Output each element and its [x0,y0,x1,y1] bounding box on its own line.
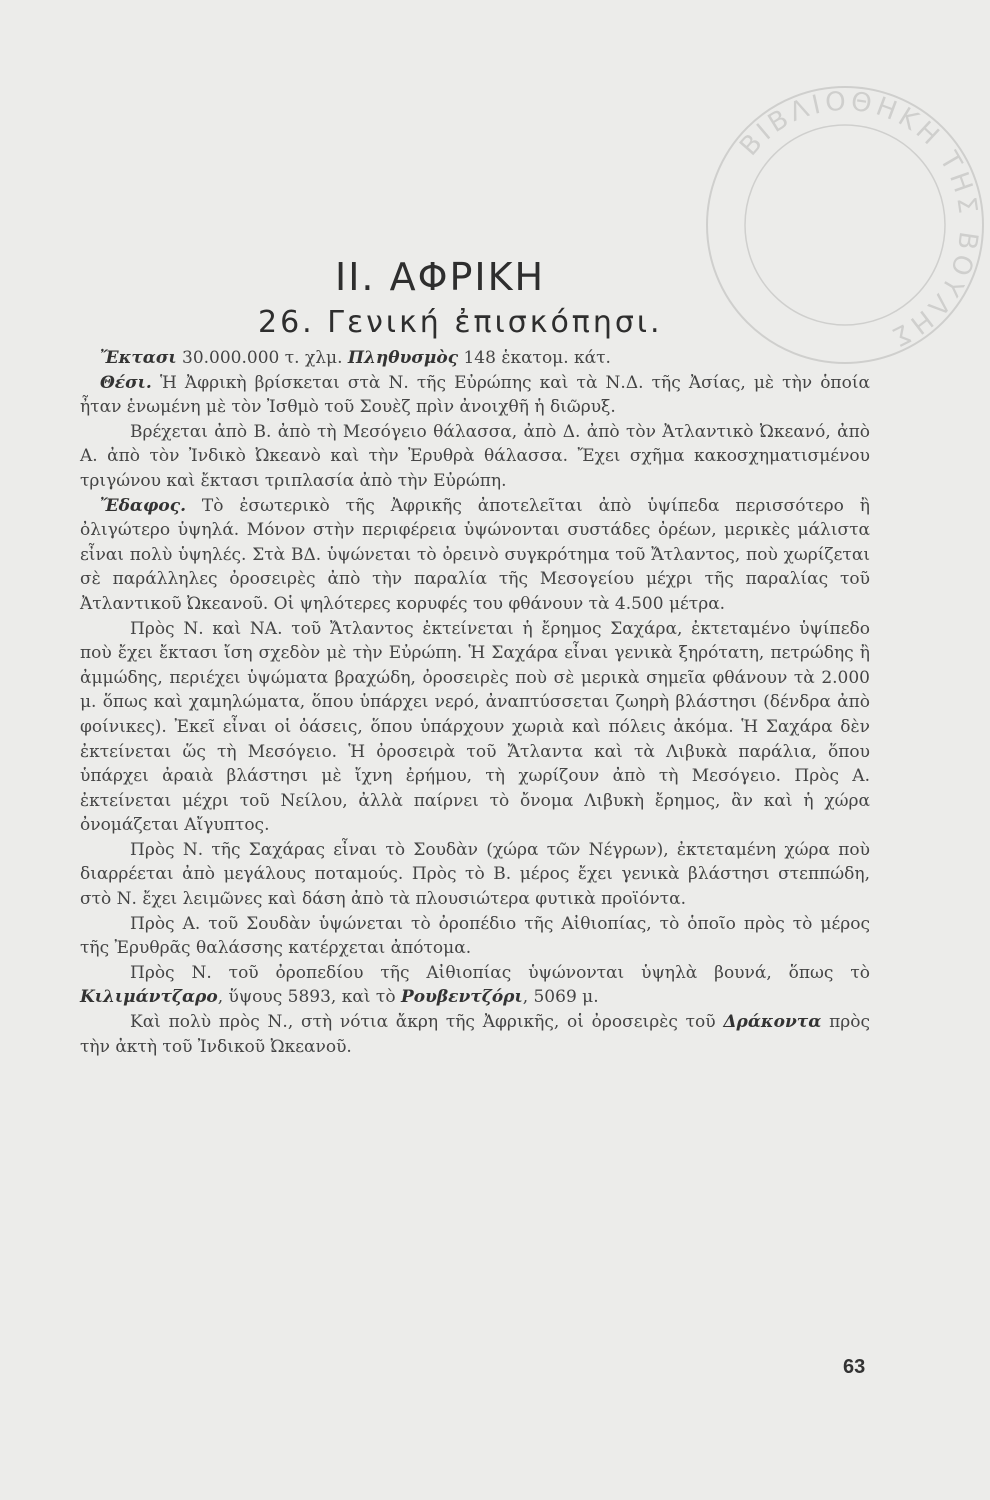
drakensberg-text: Καὶ πολὺ πρὸς Ν., στὴ νότια ἄκρη τῆς Ἀφρικῆς, οἱ ὀροσειρὲς τοῦ [130,1012,724,1033]
term-terrain: Ἔδαφος. [100,495,186,516]
page-number: 63 [843,1356,866,1378]
library-stamp [700,80,990,370]
paragraph-terrain [80,494,870,617]
position-text: Ἡ Ἀφρικὴ βρίσκεται στὰ Ν. τῆς Εὐρώπης καὶ τὰ Ν.Δ. τῆς Ἀσίας, μὲ τὴν ὁποία ἦταν ἑνωμένη μὲ τὸν Ἰσθμὸ τοῦ Σουὲζ πρὶν ἀνοιχθῆ ἡ διῶρυξ. [80,372,870,418]
stamp-inner-ring [745,125,945,325]
ethiopia-text: Πρὸς Α. τοῦ Σουδὰν ὑψώνεται τὸ ὀροπέδιο τῆς Αἰθιοπίας, τὸ ὁποῖο πρὸς τὸ μέρος τῆς Ἐρυθρᾶς θαλάσσης κατέρχεται ἀπότομα. [80,913,870,959]
population-value: 148 ἑκατομ. κάτ. [458,348,611,368]
paragraph-ethiopia [80,912,870,961]
borders-text: Βρέχεται ἀπὸ Β. ἀπὸ τὴ Μεσόγειο θάλασσα, ἀπὸ Δ. ἀπὸ τὸν Ἀτλαντικὸ Ὠκεανό, ἀπὸ Α. ἀπὸ τὸν Ἰνδικὸ Ὠκεανὸ καὶ τὴν Ἐρυθρὰ θάλασσα. Ἔχει σχῆμα κακοσχηματισμένου τριγώνου καὶ ἔκτασι τριπλασία ἀπὸ τὴν Εὐρώπη. [80,421,870,491]
sahara-text: Πρὸς Ν. καὶ ΝΑ. τοῦ Ἄτλαντος ἐκτείνεται ἡ ἔρημος Σαχάρα, ἐκτεταμένο ὑψίπεδο ποὺ ἔχει ἔκτασι ἴση σχεδὸν μὲ τὴν Εὐρώπη. Ἡ Σαχάρα εἶναι γενικὰ ξηρότατη, πετρώδης ἢ ἀμμώδης, περιέχει ὑψώματα βραχώδη, ὀροσειρὲς ποὺ σὲ μερικὰ σημεῖα φθάνουν τὰ 2.000 μ. ὅπως καὶ χαμηλώματα, ὅπου ὑπάρχει νερό, ἀναπτύσσεται ζωηρὴ βλάστησι (δένδρα ἀπὸ φοίνικες). Ἐκεῖ εἶναι οἱ ὀάσεις, ὅπου ὑπάρχουν χωριὰ καὶ πόλεις ἀκόμα. Ἡ Σαχάρα δὲν ἐκτείνεται ὥς τὴ Μεσόγειο. Ἡ ὀροσειρὰ τοῦ Ἄτλαντα καὶ τὰ Λιβυκὰ παράλια, ὅπου ὑπάρχει ἀραιὰ βλάστησι μὲ ἴχνη ἐρήμου, τὴ χωρίζουν ἀπὸ τὴ Μεσόγειο. Πρὸς Α. ἐκτείνεται μέχρι τοῦ Νείλου, ἀλλὰ παίρνει τὸ ὄνομα Λιβυκὴ ἔρημος, ἂν καὶ ἡ χώρα ὀνομάζεται Αἴγυπτος. [80,618,870,836]
term-drakensberg: Δράκοντα [723,1012,822,1033]
term-area: Ἔκτασι [100,348,177,368]
mountains-text-3: , 5069 μ. [522,987,599,1008]
body-text [80,346,870,1059]
term-ruwenzori: Ρουβεντζόρι [400,987,523,1008]
paragraph-mountains [80,961,870,1010]
area-value: 30.000.000 τ. χλμ. [176,348,348,368]
section-title: 26. Γενική ἐπισκόπησι. [258,305,663,340]
paragraph-borders [80,420,870,494]
term-population: Πληθυσμὸς [347,348,459,368]
terrain-text: Τὸ ἐσωτερικὸ τῆς Ἀφρικῆς ἀποτελεῖται ἀπὸ ὑψίπεδα περισσότερο ἢ ὀλιγώτερο ὑψηλά. Μόνον στὴν περιφέρεια ὑψώνονται συστάδες ὀρέων, μερικὲς μάλιστα εἶναι πολὺ ὑψηλές. Στὰ ΒΔ. ὑψώνεται τὸ ὀρεινὸ συγκρότημα τοῦ Ἄτλαντος, ποὺ χωρίζεται σὲ παράλληλες ὀροσειρὲς ἀπὸ τὴν παραλία τῆς Μεσογείου μέχρι τῆς παραλίας τοῦ Ἀτλαντικοῦ Ὠκεανοῦ. Οἱ ψηλότερες κορυφές του φθάνουν τὰ 4.500 μέτρα. [80,495,870,614]
chapter-title: II. ΑΦΡΙΚΗ [335,255,546,299]
paragraph-area [80,346,870,371]
paragraph-position [80,371,870,420]
paragraph-drakensberg [80,1010,870,1059]
paragraph-sudan [80,838,870,912]
stamp-text: ΒΙΒΛΙΟΘΗΚΗ ΤΗΣ ΒΟΥΛΗΣ [734,86,984,354]
term-kilimanjaro: Κιλιμάντζαρο [80,987,218,1008]
term-position: Θέσι. [100,372,152,393]
mountains-text-2: , ὕψους 5893, καὶ τὸ [217,987,401,1008]
sudan-text: Πρὸς Ν. τῆς Σαχάρας εἶναι τὸ Σουδὰν (χώρα τῶν Νέγρων), ἐκτεταμένη χώρα ποὺ διαρρέεται ἀπὸ μεγάλους ποταμούς. Πρὸς τὸ Β. μέρος ἔχει γενικὰ βλάστησι στεππώδη, στὸ Ν. ἔχει λειμῶνες καὶ δάση ἀπὸ τὰ πλουσιώτερα φυτικὰ προϊόντα. [80,839,870,910]
drakensberg-text-2: πρὸς τὴν ἀκτὴ τοῦ Ἰνδικοῦ Ὠκεανοῦ. [80,1012,871,1057]
mountains-text: Πρὸς Ν. τοῦ ὀροπεδίου τῆς Αἰθιοπίας ὑψώνονται ὑψηλὰ βουνά, ὅπως τὸ [130,962,870,983]
paragraph-sahara [80,617,870,838]
